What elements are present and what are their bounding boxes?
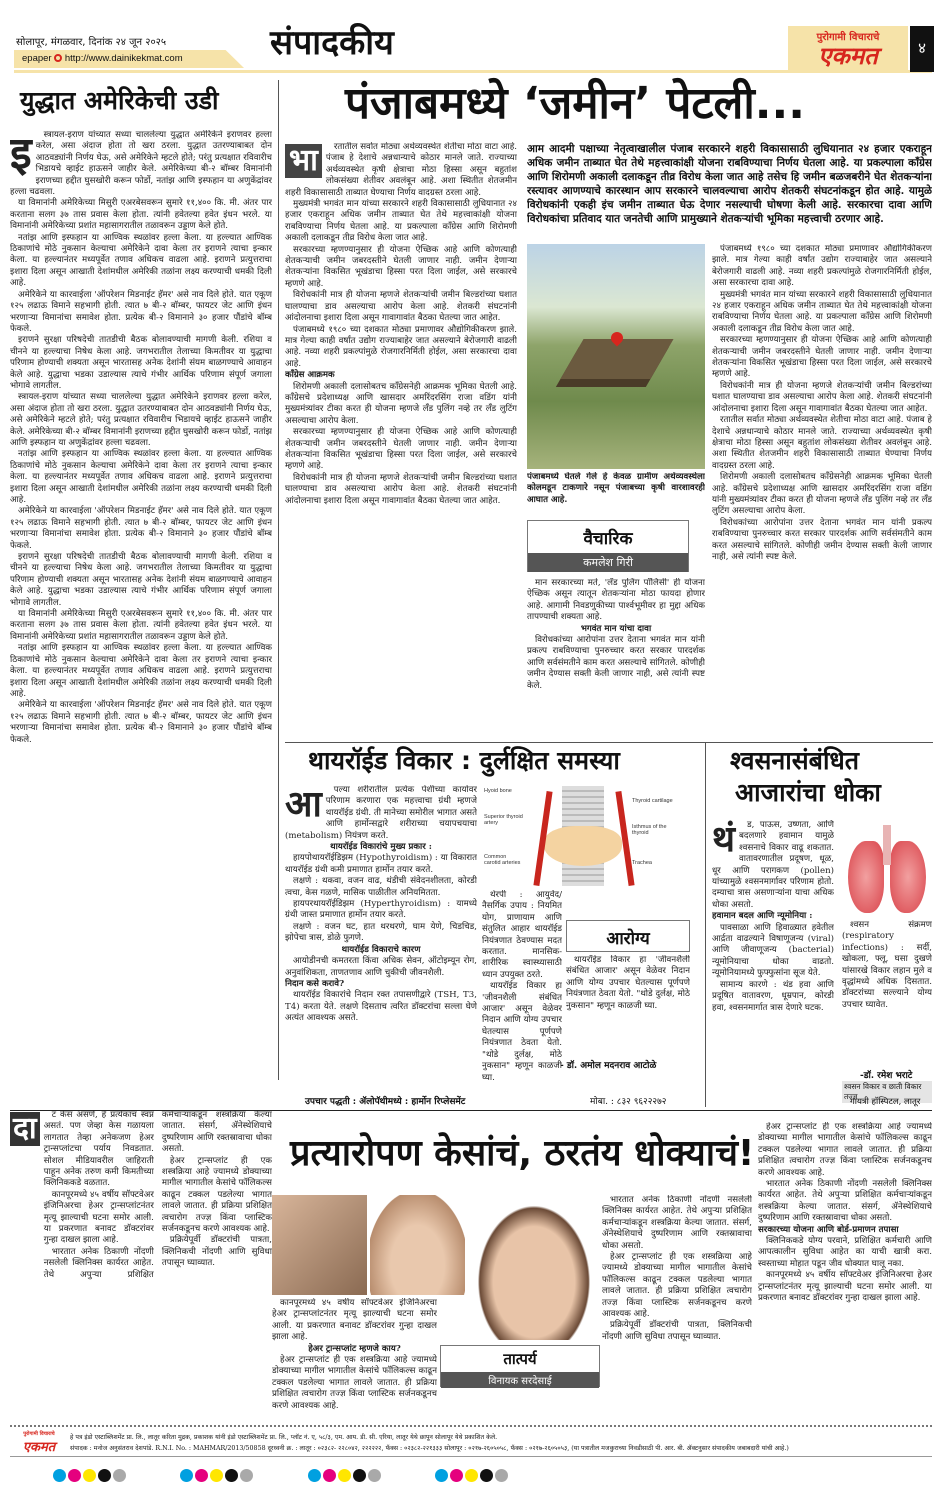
column-divider <box>278 80 279 1080</box>
paragraph: इराणने सुरक्षा परिषदेची तातडीची बैठक बोलावण्याची मागणी केली. रशिया व चीनने या हल्ल्याचा निषेध केला आहे. जगभरातील तेलाच्या किमतीवर या युद्धाचा परिणाम होण्याची शक्यता असून भारतासह अनेक देशांनी संयम बाळगण्याचे आवाहन केले आहे. युद्धाचा भडका उडाल्यास त्याचे गंभीर आर्थिक परिणाम संपूर्ण जगाला भोगावे लागतील. <box>10 552 272 608</box>
subheading: काँग्रेस आक्रमक <box>285 370 335 381</box>
bottom-col3 <box>602 1195 752 1422</box>
paragraph: शिरोमणी अकाली दलासोबतच काँग्रेसनेही आक्रमक भूमिका घेतली आहे. काँग्रेसचे प्रदेशाध्यक्ष आणि खासदार अमरिंदरसिंग राजा वडिंग यांनी मुख्यमंत्र्यांवर टीका करत ही योजना म्हणजे लँड पुलिंग नव्हे तर लँड लुटिंग असल्याचा आरोप केला. <box>285 381 517 426</box>
footer-logo <box>14 1431 64 1455</box>
paragraph: हायपरथायरॉईडिझम (Hyperthyroidism) : यामध्ये ग्रंथी जास्त प्रमाणात हार्मोन तयार करते. <box>285 899 477 921</box>
paragraph: क्लिनिककडे योग्य परवाने, प्रशिक्षित कर्मचारी आणि आपत्कालीन सुविधा आहेत का याची खात्री करा. स्वस्ताच्या मोहात पडून जीव धोक्यात घालू नका. <box>758 1236 932 1269</box>
paragraph: शिरोमणी अकाली दलासोबतच काँग्रेसनेही आक्रमक भूमिका घेतली आहे. काँग्रेसचे प्रदेशाध्यक्ष आणि खासदार अमरिंदरसिंग राजा वडिंग यांनी मुख्यमंत्र्यांवर टीका करत ही योजना म्हणजे लँड पुलिंग नव्हे तर लँड लुटिंग असल्याचा आरोप केला. <box>712 472 932 517</box>
registration-dot <box>435 1469 448 1482</box>
registration-dot <box>240 1469 253 1482</box>
paragraph: मुख्यमंत्री भगवंत मान यांच्या सरकारने शहरी विकासासाठी लुधियानात २४ हजार एकराहून अधिक जमीन ताब्यात घेत तेथे महत्त्वाकांक्षी योजना राबविण्याचा निर्णय घेतला आहे. या प्रकल्पाला काँग्रेस आणि शिरोमणी अकाली दलाकडून तीव्र विरोध केला जात आहे. <box>712 289 932 334</box>
thyroid-diagram <box>482 786 690 886</box>
color-registration-mark <box>308 1467 383 1486</box>
footer-logo-name: एकमत <box>22 1440 56 1455</box>
paragraph: नतांझ आणि इस्फहान या आण्विक स्थळांवर हल्ला केला. या हल्ल्यात आण्विक ठिकाणांचे मोठे नुकसान केल्याचा अमेरिकेने दावा केला तर इराणने त्याचा इन्कार केला. या हल्ल्यानंतर मध्यपूर्वेत तणाव अधिकच वाढला आहे. इराणने प्रत्युत्तराचा इशारा दिला असून आखाती देशांमधील अमेरिकी तळांना लक्ष्य करण्याची धमकी दिली आहे. <box>10 232 272 289</box>
paragraph: हायपोथायरॉईडिझम (Hypothyroidism) : या विकारात थायरॉईड ग्रंथी कमी प्रमाणात हार्मोन तयार करते. <box>285 853 477 875</box>
paragraph: सरकारच्या म्हणण्यानुसार ही योजना ऐच्छिक आहे आणि कोणत्याही शेतकऱ्याची जमीन जबरदस्तीने घेतली जाणार नाही. जमीन देणाऱ्या शेतकऱ्यांना विकसित भूखंडाचा हिस्सा परत दिला जाईल, असे सरकारचे म्हणणे आहे. <box>712 335 932 380</box>
dateline: सोलापूर, मंगळवार, दिनांक २४ जून २०२५ <box>16 37 167 48</box>
paragraph: या विमानांनी अमेरिकेच्या मिसुरी एअरबेसवरून सुमारे ११,४०० कि. मी. अंतर पार करताना सलग ३७ तास प्रवास केला होता. त्यांनी हवेतल्या हवेत इंधन भरले. या विमानांनी अमेरिकेच्या प्रशांत महासागरातील तळावरून उड्डाण केले होते. <box>10 198 272 232</box>
bottom-col4 <box>758 1122 932 1422</box>
paragraph: अमेरिकेने या कारवाईला 'ऑपरेशन मिडनाईट हॅमर' असे नाव दिले होते. यात एकूण १२५ लढाऊ विमाने सहभागी होती. त्यात ७ बी-२ बॉम्बर, फायटर जेट आणि इंधन भरणाऱ्या विमानांचा समावेश होता. प्रत्येक बी-२ विमानाने ३० हजार पौंडांचे बॉम्ब फेकले. <box>10 506 272 551</box>
paragraph: थायरॉईड विकार हा 'जीवनशैली संबंधित आजार' असून वेळेवर निदान आणि योग्य उपचार घेतल्यास पूर्णपणे नियंत्रणात ठेवता येतो. "थोडे दुर्लक्ष, मोठे नुकसान" म्हणून काळजी घ्या. <box>566 955 690 1011</box>
paragraph: स्त्रायल-इराण यांच्यात सध्या चाललेल्या युद्धात अमेरिकेने इराणवर हल्ला करेल, असा अंदाज होता तो खरा ठरला. युद्धात उतरण्याबाबत दोन आठवड्यांनी निर्णय घेऊ, असे अमेरिकेने म्हटले होते; परंतु प्रत्यक्षात रविवारीच भिडायचे व्हाईट हाऊसने जाहीर केले. अमेरिकेच्या बी-२ बॉम्बर विमानांनी इराणच्या हद्दीत घुसखोरी करून फोर्डो, नतांझ आणि इस्फहान या अणुकेंद्रांवर हल्ला चढवला. <box>10 392 272 448</box>
dropcap: थं <box>712 820 736 860</box>
subheading: हवामान बदल आणि न्यूमोनिया : <box>712 911 813 922</box>
dropcap: इ <box>10 130 32 179</box>
paragraph: अमेरिकेने या कारवाईला 'ऑपरेशन मिडनाईट हॅमर' असे नाव दिले होते. यात एकूण १२५ लढाऊ विमाने सहभागी होती. त्यात ७ बी-२ बॉम्बर, फायटर जेट आणि इंधन भरणाऱ्या विमानांचा समावेश होता. प्रत्येक बी-२ विमानाने ३० हजार पौंडांचे बॉम्ब फेकले. <box>10 289 272 334</box>
main-intro: आम आदमी पक्षाच्या नेतृत्वाखालील पंजाब सरकारने शहरी विकासासाठी लुधियानात २४ हजार एकराहून अधिक जमीन ताब्यात घेत तेथे महत्त्वाकांक्षी योजना राबविण्याचा निर्णय घेतला आहे. या प्रकल्पाला काँग्रेस आणि शिरोमणी अकाली दलाकडून तीव्र विरोध केला जात आहे तसेच हि जमीन बळजबरीने घेत शेतकऱ्यांना रस्त्यावर आणण्याचे कारस्थान आप सरकारने चालवल्याचा आरोप शेतकरी संघटनांकडून होत आहे. यामुळे विरोधकांनी एकही इंच जमीन ताब्यात घेऊ देणार नसल्याची घोषणा केली आहे. सरकारचा दावा आणि विरोधकांचा प्रतिवाद यात जनतेची आणि प्रामुख्याने शेतकऱ्यांची भूमिका महत्त्वाची ठरणार आहे. <box>527 143 932 225</box>
registration-dot <box>368 1469 381 1482</box>
paragraph: स्त्रायल-इराण यांच्यात सध्या चाललेल्या युद्धात अमेरिकेने इराणवर हल्ला करेल, असा अंदाज होता तो खरा ठरला. युद्धात उतरण्याबाबत दोन आठवड्यांनी निर्णय घेऊ, असे अमेरिकेने म्हटले होते; परंतु प्रत्यक्षात रविवारीच भिडायचे व्हाईट हाऊसने जाहीर केले. अमेरिकेच्या बी-२ बॉम्बर विमानांनी इराणच्या हद्दीत घुसखोरी करून फोर्डो, नतांझ आणि इस्फहान या अणुकेंद्रांवर हल्ला चढवला. <box>10 130 272 198</box>
breath-headline-1: श्वसनासंबंधित <box>730 746 860 775</box>
paragraph: थायरॉईड विकारांचे निदान रक्त तपासणीद्वारे (TSH, T3, T4) करता येते. लक्षणे दिसताच त्वरित डॉक्टरांचा सल्ला घेणे अत्यंत आवश्यक असते. <box>285 990 477 1024</box>
epaper-link[interactable] <box>22 53 183 64</box>
paragraph: कानपूरमध्ये ४५ वर्षीय सॉफ्टवेअर इंजिनिअरचा हेअर ट्रान्सप्लांटनंतर मृत्यू झाल्याची घटना समोर आली. या प्रकरणात बनावट डॉक्टरांवर गुन्हा दाखल झाला आहे. <box>272 1298 437 1343</box>
paragraph: पंजाबमध्ये १९८० च्या दशकात मोठ्या प्रमाणावर औद्योगिकीकरण झाले. मात्र गेल्या काही वर्षांत उद्योग राज्याबाहेर जात असल्याने बेरोजगारी वाढली आहे. नव्या शहरी प्रकल्पांमुळे रोजगारनिर्मिती होईल, असा सरकारचा दावा आहे. <box>712 244 932 289</box>
footer-dotted-rule <box>10 1425 932 1427</box>
epaper-label: epaper <box>22 53 52 64</box>
page-number: ४ <box>910 26 934 72</box>
registration-dot <box>450 1469 463 1482</box>
dropcap: दा <box>10 1112 40 1146</box>
subheading: भगवंत मान यांचा दावा <box>580 623 652 634</box>
paragraph: कानपूरमध्ये ४५ वर्षीय सॉफ्टवेअर इंजिनिअरचा हेअर ट्रान्सप्लांटनंतर मृत्यू झाल्याची घटना समोर आली. या प्रकरणात बनावट डॉक्टरांवर गुन्हा दाखल झाला आहे. <box>758 1270 932 1304</box>
image-caption: पंजाबमध्ये घेतले गेले हे केवळ ग्रामीण अर्थव्यवस्थेला कोलमडून टाकणारे नसून पंजाबच्या कृषी वारशावरही आघात आहे. <box>527 472 705 505</box>
footer-imprint-2: संपादक : मनोज अनुसंतराव देशपांडे. R.N.I. No. : MAHMAR/2013/50858 दूरध्वनी क्र. : लातूर : ०२३८२- २२८०४२, २२२२२२, फॅक्स : ०२३८२-२२१३३३ सोलापूर : ०२१७-२६०५०५८, फॅक्स : ०२१७-२६०५०५३, (या पत्रातील मजकुराच्या निवडीसाठी पी. आर. बी. ॲक्टनुसार संपादकीय जबाबदारी यांची आहे.) <box>70 1445 789 1452</box>
main-article-col4 <box>712 244 932 738</box>
masthead-logo <box>788 26 908 72</box>
paragraph: रतातील सर्वात मोठ्या अर्थव्यवस्थेत शेतीचा मोठा वाटा आहे. पंजाब हे देशाचे अन्नधान्याचे कोठार मानले जाते. राज्याच्या अर्थव्यवस्थेत कृषी क्षेत्राचा मोठा हिस्सा असून बहुतांश लोकसंख्या शेतीवर अवलंबून आहे. अशा स्थितीत शेतजमीन शहरी विकासासाठी ताब्यात घेण्याचा निर्णय वादग्रस्त ठरला आहे. <box>712 415 932 471</box>
paragraph: सरकारच्या म्हणण्यानुसार ही योजना ऐच्छिक आहे आणि कोणत्याही शेतकऱ्याची जमीन जबरदस्तीने घेतली जाणार नाही. जमीन देणाऱ्या शेतकऱ्यांना विकसित भूखंडाचा हिस्सा परत दिला जाईल, असे सरकारचे म्हणणे आहे. <box>285 244 517 289</box>
paragraph: मान सरकारच्या मते, 'लँड पुलिंग पॉलिसी' ही योजना ऐच्छिक असून त्यातून शेतकऱ्यांना मोठा फायदा होणार आहे. आगामी निवडणुकीच्या पार्श्वभूमीवर हा मुद्दा अधिक तापण्याची शक्यता आहे. <box>527 578 705 623</box>
main-headline: पंजाबमध्ये ‘जमीन’ पेटली... <box>345 78 805 129</box>
paragraph: श्वसन संक्रमण (respiratory infections) : सर्दी, खोकला, फ्लू, घसा दुखणे यांसारखे विकार लहान मुले व वृद्धांमध्ये अधिक दिसतात. डॉक्टरांच्या सल्ल्याने योग्य उपचार घ्यावेत. <box>842 920 932 1010</box>
column-divider <box>705 742 706 1107</box>
column-label-box <box>440 1345 600 1387</box>
bottom-col2 <box>272 1298 437 1422</box>
footer-logo-tagline: पुरोगामी विचाराचे <box>23 1431 55 1437</box>
thyroid-phone: मोबा. : ८३२ ९६२२२७२ <box>590 1097 667 1107</box>
land-map-image <box>527 244 705 469</box>
registration-dot <box>83 1469 96 1482</box>
breath-col2 <box>842 920 932 1070</box>
column-label-box <box>566 920 690 952</box>
paragraph: विरोधकांच्या आरोपांना उत्तर देताना भगवंत मान यांनी प्रकल्प राबविण्याचा पुनरुच्चार करत सरकार पारदर्शक आणि सर्वसंमतीने काम करत असल्याचे सांगितले. कोणीही जमीन देण्यास सक्ती केली जाणार नाही, असे त्यांनी स्पष्ट केले. <box>527 635 705 691</box>
paragraph: विरोधकांनी मात्र ही योजना म्हणजे शेतकऱ्यांची जमीन बिल्डरांच्या घशात घालण्याचा डाव असल्याचा आरोप केला आहे. शेतकरी संघटनांनी आंदोलनाचा इशारा दिला असून गावागावांत बैठका घेतल्या जात आहेत. <box>285 290 517 324</box>
paragraph: हेअर ट्रान्सप्लांट ही एक शस्त्रक्रिया आहे ज्यामध्ये डोक्याच्या मागील भागातील केसांचे फॉलिकल्स काढून टक्कल पडलेल्या भागात लावले जातात. ही प्रक्रिया प्रशिक्षित त्वचारोग तज्ज्ञ किंवा प्लास्टिक सर्जनकडूनच करणे आवश्यक आहे. <box>272 1355 437 1411</box>
paragraph: प्रक्रियेपूर्वी डॉक्टरांची पात्रता, क्लिनिकची नोंदणी आणि सुविधा तपासून घ्याव्यात. <box>602 1320 752 1342</box>
diagram-label: Superior thyroid artery <box>484 814 523 826</box>
epaper-icon <box>54 54 62 62</box>
trachea <box>883 825 891 865</box>
dropcap: आ <box>285 785 322 825</box>
registration-dot <box>195 1469 208 1482</box>
epaper-url[interactable]: http://www.dainikekmat.com <box>64 53 183 64</box>
breath-col1 <box>712 820 834 1090</box>
thyroid-gland-shape <box>544 826 622 866</box>
registration-dot <box>338 1469 351 1482</box>
registration-dot <box>113 1469 126 1482</box>
paragraph: पावसाळा आणि हिवाळ्यात हवेतील आर्द्रता वाढल्याने विषाणूजन्य (viral) आणि जीवाणूजन्य (bacterial) न्यूमोनियाचा धोका वाढतो. न्यूमोनियामध्ये फुफ्फुसांना सूज येते. <box>712 922 834 979</box>
paragraph: नतांझ आणि इस्फहान या आण्विक स्थळांवर हल्ला केला. या हल्ल्यात आण्विक ठिकाणांचे मोठे नुकसान केल्याचा अमेरिकेने दावा केला तर इराणने त्याचा इन्कार केला. या हल्ल्यानंतर मध्यपूर्वेत तणाव अधिकच वाढला आहे. इराणने प्रत्युत्तराचा इशारा दिला असून आखाती देशांमधील अमेरिकी तळांना लक्ष्य करण्याची धमकी दिली आहे. <box>10 449 272 505</box>
registration-dot <box>225 1469 238 1482</box>
dropcap: भा <box>285 144 322 178</box>
diagram-label: Trachea <box>632 860 652 866</box>
hair-transplant-image-2 <box>370 1195 465 1295</box>
bottom-col1 <box>10 1110 272 1422</box>
registration-dot <box>210 1469 223 1482</box>
section-divider <box>285 742 933 743</box>
paragraph: भारतात अनेक ठिकाणी नोंदणी नसलेली क्लिनिक्स कार्यरत आहेत. तेथे अपुऱ्या प्रशिक्षित कर्मचाऱ्यांकडून शस्त्रक्रिया केल्या जातात. संसर्ग, ॲनेस्थेशियाचे दुष्परिणाम आणि रक्तस्रावाचा धोका असतो. <box>602 1195 752 1251</box>
breath-headline-2: आजारांचा धोका <box>735 778 881 807</box>
paragraph: आयोडीनची कमतरता किंवा अधिक सेवन, ऑटोइम्यून रोग, अनुवांशिकता, ताणतणाव आणि चुकीची जीवनशैली. <box>285 956 477 978</box>
registration-dot <box>308 1469 321 1482</box>
author-title: श्वसन विकार व छाती विकार तज्ज्ञ <box>842 1081 932 1103</box>
paragraph: मुख्यमंत्री भगवंत मान यांच्या सरकारने शहरी विकासासाठी लुधियानात २४ हजार एकराहून अधिक जमीन ताब्यात घेत तेथे महत्त्वाकांक्षी योजना राबविण्याचा निर्णय घेतला आहे. या प्रकल्पाला काँग्रेस आणि शिरोमणी अकाली दलाकडून तीव्र विरोध केला जात आहे. <box>285 199 517 244</box>
thyroid-author: - डॉ. अमोल मदनराव आटोळे <box>560 1061 657 1071</box>
column-label-box <box>527 520 689 572</box>
paragraph: प्रक्रियेपूर्वी डॉक्टरांची पात्रता, क्लिनिकची नोंदणी आणि सुविधा तपासून घ्याव्यात. <box>161 1235 272 1269</box>
paragraph: सरकारच्या म्हणण्यानुसार ही योजना ऐच्छिक आहे आणि कोणत्याही शेतकऱ्याची जमीन जबरदस्तीने घेतली जाणार नाही. जमीन देणाऱ्या शेतकऱ्यांना विकसित भूखंडाचा हिस्सा परत दिला जाईल, असे सरकारचे म्हणणे आहे. <box>285 427 517 472</box>
column-label: वैचारिक <box>583 529 633 549</box>
registration-dot <box>353 1469 366 1482</box>
lung-right <box>890 841 926 913</box>
color-registration-mark <box>53 1467 128 1486</box>
paragraph: थेरपी : आयुर्वेद/नैसर्गिक उपाय : नियमित योग, प्राणायाम आणि संतुलित आहार थायरॉईड नियंत्रणात ठेवण्यास मदत करतात. मानसिक-शारीरिक स्वास्थ्यासाठी ध्यान उपयुक्त ठरते. <box>482 890 562 980</box>
color-registration-mark <box>435 1467 510 1486</box>
registration-dot <box>53 1469 66 1482</box>
paragraph: रतातील सर्वात मोठ्या अर्थव्यवस्थेत शेतीचा मोठा वाटा आहे. पंजाब हे देशाचे अन्नधान्याचे कोठार मानले जाते. राज्याच्या अर्थव्यवस्थेत कृषी क्षेत्राचा मोठा हिस्सा असून बहुतांश लोकसंख्या शेतीवर अवलंबून आहे. अशा स्थितीत शेतजमीन शहरी विकासासाठी ताब्यात घेण्याचा निर्णय वादग्रस्त ठरला आहे. <box>285 142 517 198</box>
paragraph: पंजाबमध्ये १९८० च्या दशकात मोठ्या प्रमाणावर औद्योगिकीकरण झाले. मात्र गेल्या काही वर्षांत उद्योग राज्याबाहेर जात असल्याने बेरोजगारी वाढली आहे. नव्या शहरी प्रकल्पांमुळे रोजगारनिर्मिती होईल, असा सरकारचा दावा आहे. <box>285 324 517 369</box>
paragraph: विरोधकांच्या आरोपांना उत्तर देताना भगवंत मान यांनी प्रकल्प राबविण्याचा पुनरुच्चार करत सरकार पारदर्शक आणि सर्वसंमतीने काम करत असल्याचे सांगितले. कोणीही जमीन देण्यास सक्ती केली जाणार नाही, असे त्यांनी स्पष्ट केले. <box>712 517 932 562</box>
registration-dot <box>480 1469 493 1482</box>
treatment-line: उपचार पद्धती : ॲलोपॅथीमध्ये : हार्मोन रिप्लेसमेंट <box>305 1097 466 1107</box>
logo-tagline: पुरोगामी विचाराचे <box>816 32 880 43</box>
registration-dot <box>495 1469 508 1482</box>
paragraph: लक्षणे : वजन घट, हात थरथरणे, घाम येणे, चिडचिड, झोपेचा त्रास, डोळे फुगणे. <box>285 921 477 944</box>
lung-left <box>848 841 884 913</box>
thyroid-col3 <box>566 955 690 1055</box>
bald-head-image <box>470 1195 598 1340</box>
paragraph: विरोधकांनी मात्र ही योजना म्हणजे शेतकऱ्यांची जमीन बिल्डरांच्या घशात घालण्याचा डाव असल्याचा आरोप केला आहे. शेतकरी संघटनांनी आंदोलनाचा इशारा दिला असून गावागावांत बैठका घेतल्या जात आहेत. <box>712 380 932 414</box>
registration-dot <box>465 1469 478 1482</box>
paragraph: हेअर ट्रान्सप्लांट ही एक शस्त्रक्रिया आहे ज्यामध्ये डोक्याच्या मागील भागातील केसांचे फॉलिकल्स काढून टक्कल पडलेल्या भागात लावले जातात. ही प्रक्रिया प्रशिक्षित त्वचारोग तज्ज्ञ किंवा प्लास्टिक सर्जनकडूनच करणे आवश्यक आहे. <box>161 1155 272 1235</box>
paragraph: पल्या शरीरातील प्रत्येक पेशीच्या कार्यावर परिणाम करणारा एक महत्त्वाचा ग्रंथी म्हणजे थायरॉईड ग्रंथी. ती मानेच्या समोरील भागात असते आणि हार्मोन्सद्वारे शरीराच्या चयापचयाचा (metabolism) नियंत्रण करते. <box>285 785 477 841</box>
main-article-col3 <box>527 578 705 738</box>
diagram-label: Hyoid bone <box>484 788 512 794</box>
hair-transplant-image-1 <box>272 1195 367 1295</box>
thyroid-col1 <box>285 785 477 1090</box>
paragraph: विरोधकांनी मात्र ही योजना म्हणजे शेतकऱ्यांची जमीन बिल्डरांच्या घशात घालण्याचा डाव असल्याचा आरोप केला आहे. शेतकरी संघटनांनी आंदोलनाचा इशारा दिला असून गावागावांत बैठका घेतल्या जात आहेत. <box>285 472 517 506</box>
hospital-name: गायत्री हॉस्पिटल, लातूर <box>850 1097 921 1107</box>
paragraph: अमेरिकेने या कारवाईला 'ऑपरेशन मिडनाईट हॅमर' असे नाव दिले होते. यात एकूण १२५ लढाऊ विमाने सहभागी होती. त्यात ७ बी-२ बॉम्बर, फायटर जेट आणि इंधन भरणाऱ्या विमानांचा समावेश होता. प्रत्येक बी-२ विमानाने ३० हजार पौंडांचे बॉम्ब फेकले. <box>10 700 272 745</box>
paragraph: या विमानांनी अमेरिकेच्या मिसुरी एअरबेसवरून सुमारे ११,४०० कि. मी. अंतर पार करताना सलग ३७ तास प्रवास केला होता. त्यांनी हवेतल्या हवेत इंधन भरले. या विमानांनी अमेरिकेच्या प्रशांत महासागरातील तळावरून उड्डाण केले होते. <box>10 609 272 642</box>
paragraph: ट केस असणे, हे प्रत्येकाचं स्वप्न असतं. पण जेव्हा केस गळायला लागतात तेव्हा अनेकजण हेअर ट्रान्सप्लांटचा पर्याय निवडतात. सोशल मीडियावरील जाहिराती पाहून अनेक तरुण कमी किमतीच्या क्लिनिककडे वळतात. <box>43 1110 154 1189</box>
subheading: थायरॉईड विकारांचे मुख्य प्रकार : <box>330 842 432 853</box>
subheading: हेअर ट्रान्सप्लांट म्हणजे काय? <box>308 1343 401 1354</box>
footer-rule <box>10 1456 932 1457</box>
section-title: संपादकीय <box>270 23 394 63</box>
bottom-headline: प्रत्यारोपण केसांचं, ठरतंय धोक्याचं! <box>290 1133 755 1174</box>
registration-dot <box>323 1469 336 1482</box>
left-article-headline: युद्धात अमेरिकेची उडी <box>20 86 219 115</box>
left-article-body <box>10 130 272 1070</box>
thyroid-col2 <box>482 890 562 1088</box>
column-label: आरोग्य <box>606 929 650 949</box>
registration-dot <box>98 1469 111 1482</box>
registration-dot <box>180 1469 193 1482</box>
lungs-image <box>842 825 932 917</box>
color-registration-mark <box>180 1467 255 1486</box>
subheading: थायरॉईड विकाराचे कारण <box>341 944 421 955</box>
paragraph: नतांझ आणि इस्फहान या आण्विक स्थळांवर हल्ला केला. या हल्ल्यात आण्विक ठिकाणांचे मोठे नुकसान केल्याचा अमेरिकेने दावा केला तर इराणने त्याचा इन्कार केला. या हल्ल्यानंतर मध्यपूर्वेत तणाव अधिकच वाढला आहे. इराणने प्रत्युत्तराचा इशारा दिला असून आखाती देशांमधील अमेरिकी तळांना लक्ष्य करण्याची धमकी दिली आहे. <box>10 643 272 699</box>
paragraph: थायरॉईड विकार हा 'जीवनशैली संबंधित आजार' असून वेळेवर निदान आणि योग्य उपचार घेतल्यास पूर्णपणे नियंत्रणात ठेवता येतो. "थोडे दुर्लक्ष, मोठे नुकसान" म्हणून काळजी घ्या. <box>482 981 562 1083</box>
paragraph: इराणने सुरक्षा परिषदेची तातडीची बैठक बोलावण्याची मागणी केली. रशिया व चीनने या हल्ल्याचा निषेध केला आहे. जगभरातील तेलाच्या किमतीवर या युद्धाचा परिणाम होण्याची शक्यता असून भारतासह अनेक देशांनी संयम बाळगण्याचे आवाहन केले आहे. युद्धाचा भडका उडाल्यास त्याचे गंभीर आर्थिक परिणाम संपूर्ण जगाला भोगावे लागतील. <box>10 335 272 391</box>
diagram-label: Common carotid arteries <box>484 854 521 866</box>
author-name: विनायक सरदेसाई <box>441 1372 599 1388</box>
registration-dot <box>68 1469 81 1482</box>
paragraph: सामान्य कारणे : थंड हवा आणि प्रदूषित वातावरण, धूम्रपान, कोरडी हवा, श्वसनमार्गात त्रास देणारे घटक. <box>712 979 834 1013</box>
author-credit: -डॉ. रमेश भराटे <box>860 1071 913 1081</box>
paragraph: ड, पाऊस, उष्णता, आणि बदलणारे हवामान यामुळे श्वसनाचे विकार वाढू शकतात. वातावरणातील प्रदूषण, धूळ, धूर आणि परागकण (pollen) यांच्यामुळे श्वसनमार्गावर परिणाम होतो. दम्याचा त्रास असणाऱ्यांना याचा अधिक धोका असतो. <box>712 820 834 910</box>
subheading: सरकारच्या योजना आणि बोर्ड-प्रमाणन तपासा <box>758 1224 899 1235</box>
diagram-label: Thyroid cartilage <box>632 798 673 804</box>
paragraph: हेअर ट्रान्सप्लांट ही एक शस्त्रक्रिया आहे ज्यामध्ये डोक्याच्या मागील भागातील केसांचे फॉलिकल्स काढून टक्कल पडलेल्या भागात लावले जातात. ही प्रक्रिया प्रशिक्षित त्वचारोग तज्ज्ञ किंवा प्लास्टिक सर्जनकडूनच करणे आवश्यक आहे. <box>602 1252 752 1320</box>
footer-imprint-1: हे पत्र इंडो एस्टाब्लिशमेंट प्रा. लि., लातूर करिता मुद्रक, प्रकाशक यांनी इंडो एस्टाब्लिशमेंट प्रा. लि., प्लॉट नं. ए, ५८/३, एम. आय. डी. सी. एरिया, लातूर येथे छापून सोलापूर येथे प्रकाशित केले. <box>70 1434 498 1441</box>
logo-name: एकमत <box>818 42 878 70</box>
paragraph: कानपूरमध्ये ४५ वर्षीय सॉफ्टवेअर इंजिनिअरचा हेअर ट्रान्सप्लांटनंतर मृत्यू झाल्याची घटना समोर आली. या प्रकरणात बनावट डॉक्टरांवर गुन्हा दाखल झाला आहे. <box>43 1189 154 1246</box>
paragraph: भारतात अनेक ठिकाणी नोंदणी नसलेली क्लिनिक्स कार्यरत आहेत. तेथे अपुऱ्या प्रशिक्षित कर्मचाऱ्यांकडून शस्त्रक्रिया केल्या जातात. संसर्ग, ॲनेस्थेशियाचे दुष्परिणाम आणि रक्तस्रावाचा धोका असतो. <box>43 1110 272 1280</box>
subheading: निदान कसे करावे? <box>285 978 345 989</box>
main-article-col1 <box>285 142 517 737</box>
column-label: तात्पर्य <box>503 1350 537 1368</box>
paragraph: भारतात अनेक ठिकाणी नोंदणी नसलेली क्लिनिक्स कार्यरत आहेत. तेथे अपुऱ्या प्रशिक्षित कर्मचाऱ्यांकडून शस्त्रक्रिया केल्या जातात. संसर्ग, ॲनेस्थेशियाचे दुष्परिणाम आणि रक्तस्रावाचा धोका असतो. <box>758 1179 932 1224</box>
diagram-label: Isthmus of the thyroid <box>632 824 667 836</box>
paragraph: लक्षणे : थकवा, वजन वाढ, थंडीची संवेदनशीलता, कोरडी त्वचा, केस गळणे, मासिक पाळीतील अनियमितता. <box>285 876 477 898</box>
author-name: कमलेश गिरी <box>528 553 688 572</box>
thyroid-headline: थायरॉईड विकार : दुर्लक्षित समस्या <box>308 746 620 775</box>
paragraph: हेअर ट्रान्सप्लांट ही एक शस्त्रक्रिया आहे ज्यामध्ये डोक्याच्या मागील भागातील केसांचे फॉलिकल्स काढून टक्कल पडलेल्या भागात लावले जातात. ही प्रक्रिया प्रशिक्षित त्वचारोग तज्ज्ञ किंवा प्लास्टिक सर्जनकडूनच करणे आवश्यक आहे. <box>758 1122 932 1178</box>
